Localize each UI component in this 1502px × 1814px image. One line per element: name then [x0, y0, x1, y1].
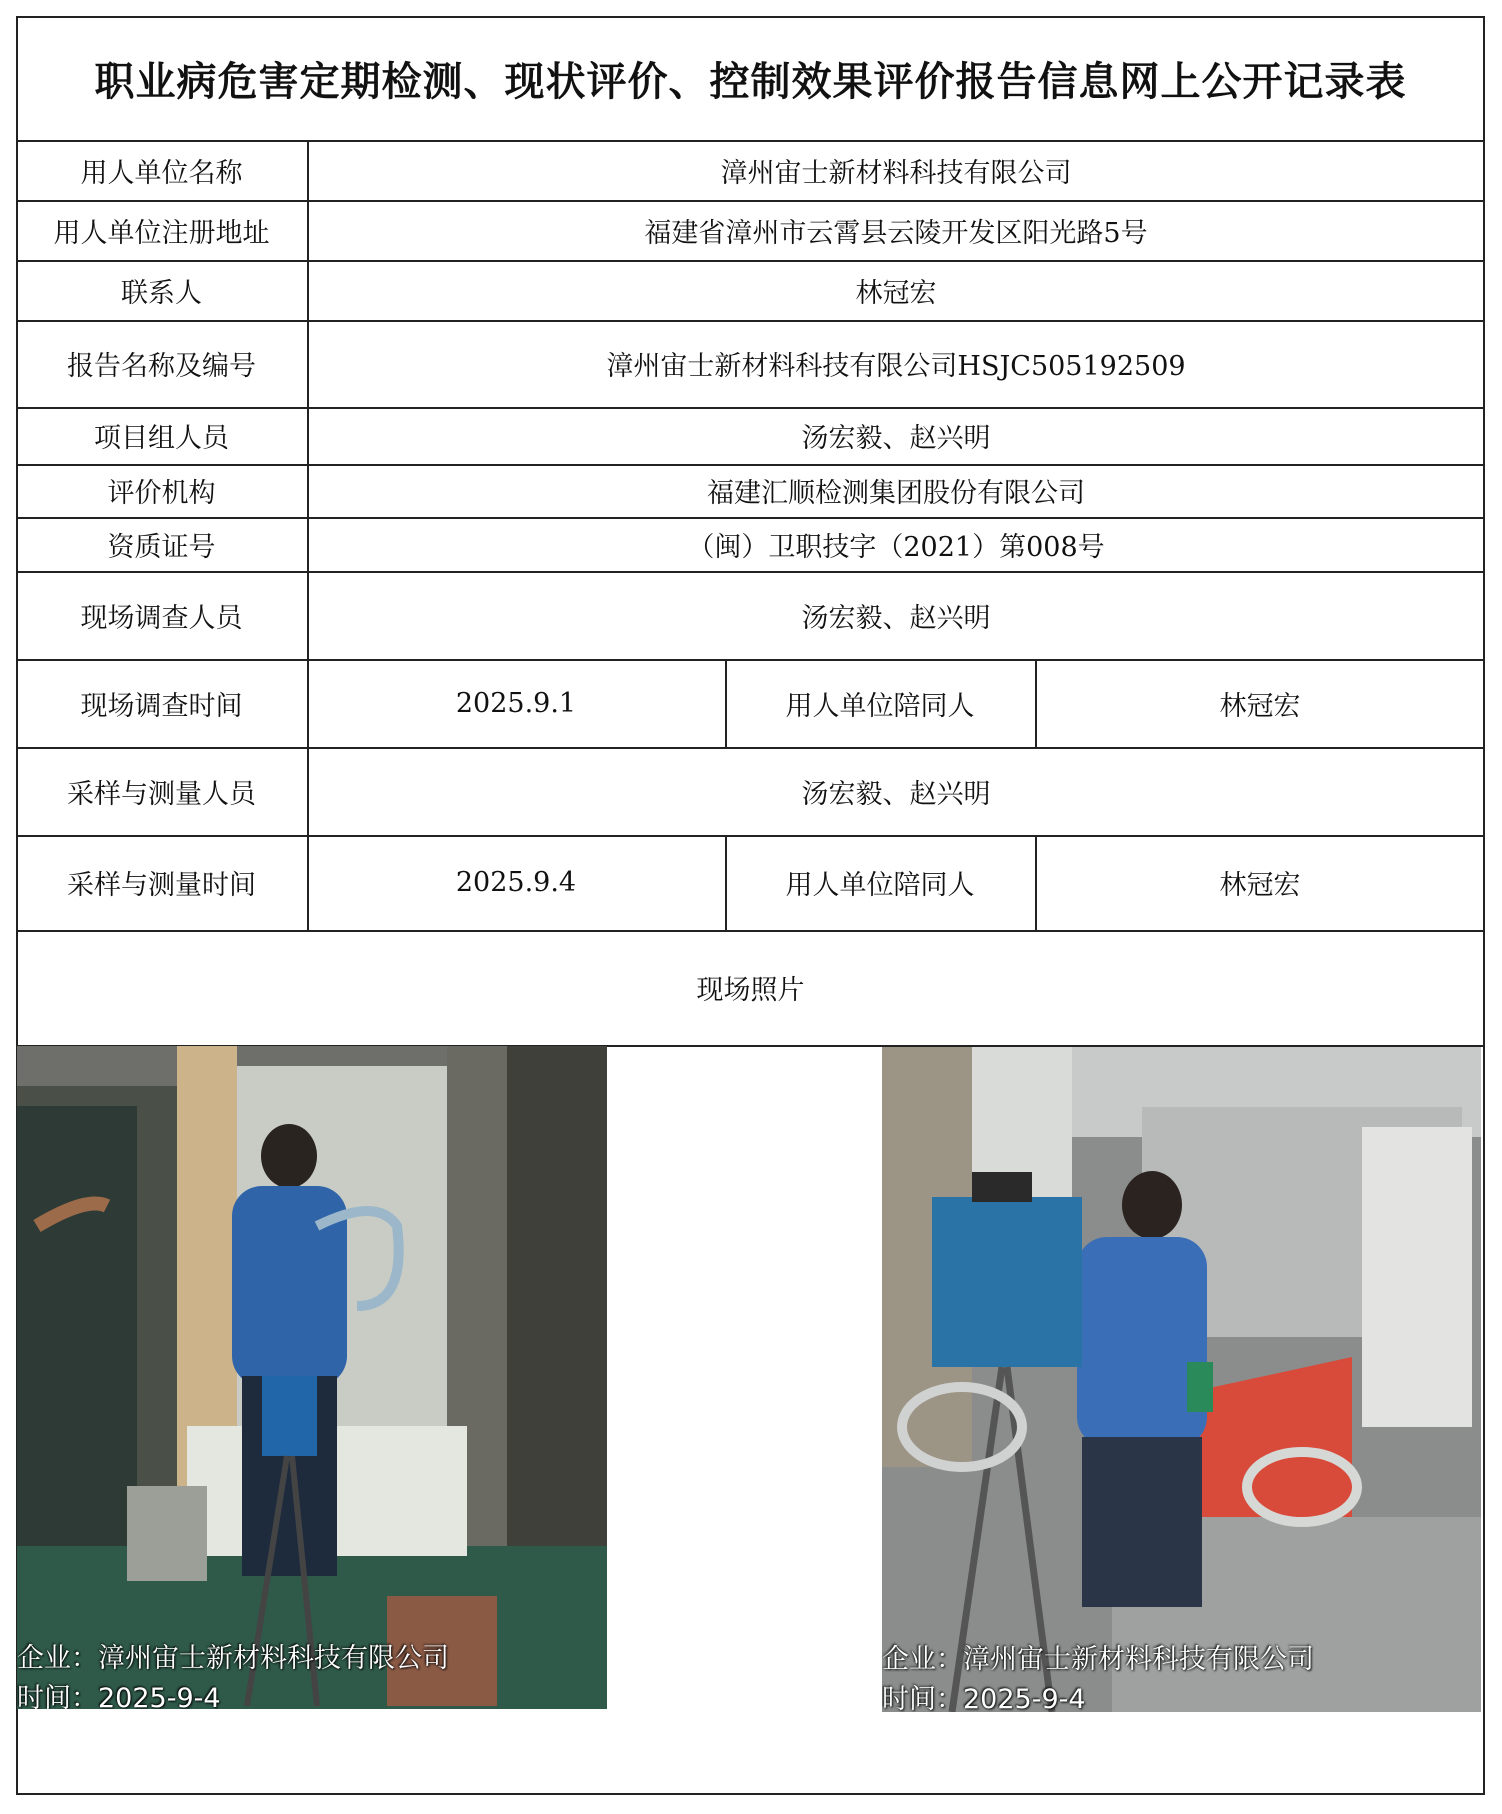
spray-booth-scene — [17, 1046, 607, 1709]
document-title: 职业病危害定期检测、现状评价、控制效果评价报告信息网上公开记录表 — [94, 58, 1407, 105]
sampling-companion-value: 林冠宏 — [1219, 870, 1301, 901]
employer-address-value: 福建省漳州市云霄县云陵开发区阳光路5号 — [644, 217, 1148, 249]
report-label: 报告名称及编号 — [67, 351, 256, 382]
employer-address-label: 用人单位注册地址 — [53, 217, 270, 249]
survey-staff-label: 现场调查人员 — [80, 602, 243, 634]
survey-time-label: 现场调查时间 — [80, 690, 243, 722]
license-value: （闽）卫职技字（2021）第008号 — [687, 531, 1105, 563]
team-value: 汤宏毅、赵兴明 — [801, 423, 991, 454]
report-value: 漳州宙士新材料科技有限公司HSJC505192509 — [606, 351, 1186, 382]
sampling-staff-value: 汤宏毅、赵兴明 — [801, 778, 991, 810]
photo-2-time-caption: 时间：2025-9-4 — [882, 1684, 1086, 1712]
license-label: 资质证号 — [107, 531, 216, 563]
team-label: 项目组人员 — [94, 423, 229, 454]
contact-label: 联系人 — [121, 277, 202, 309]
employer-name-value: 漳州宙士新材料科技有限公司 — [720, 157, 1072, 189]
contact-value: 林冠宏 — [855, 277, 937, 309]
survey-time-value: 2025.9.1 — [455, 687, 577, 719]
photos-label: 现场照片 — [696, 975, 805, 1006]
site-photo-1 — [17, 1046, 607, 1709]
survey-companion-value: 林冠宏 — [1219, 690, 1301, 722]
survey-staff-value: 汤宏毅、赵兴明 — [801, 602, 991, 634]
survey-companion-label: 用人单位陪同人 — [785, 690, 975, 722]
workbench-scene — [882, 1047, 1481, 1712]
sampling-companion-label: 用人单位陪同人 — [785, 870, 975, 901]
agency-label: 评价机构 — [107, 478, 216, 509]
employer-name-label: 用人单位名称 — [80, 157, 243, 189]
agency-value: 福建汇顺检测集团股份有限公司 — [707, 478, 1085, 509]
sampling-staff-label: 采样与测量人员 — [67, 778, 256, 810]
photo-2-company-caption: 企业：漳州宙士新材料科技有限公司 — [882, 1644, 1314, 1675]
photo-1-company-caption: 企业：漳州宙士新材料科技有限公司 — [17, 1643, 449, 1674]
photo-1-time-caption: 时间：2025-9-4 — [17, 1683, 221, 1709]
site-photo-2 — [882, 1047, 1481, 1712]
sampling-time-label: 采样与测量时间 — [67, 870, 256, 901]
sampling-time-value: 2025.9.4 — [455, 867, 577, 898]
